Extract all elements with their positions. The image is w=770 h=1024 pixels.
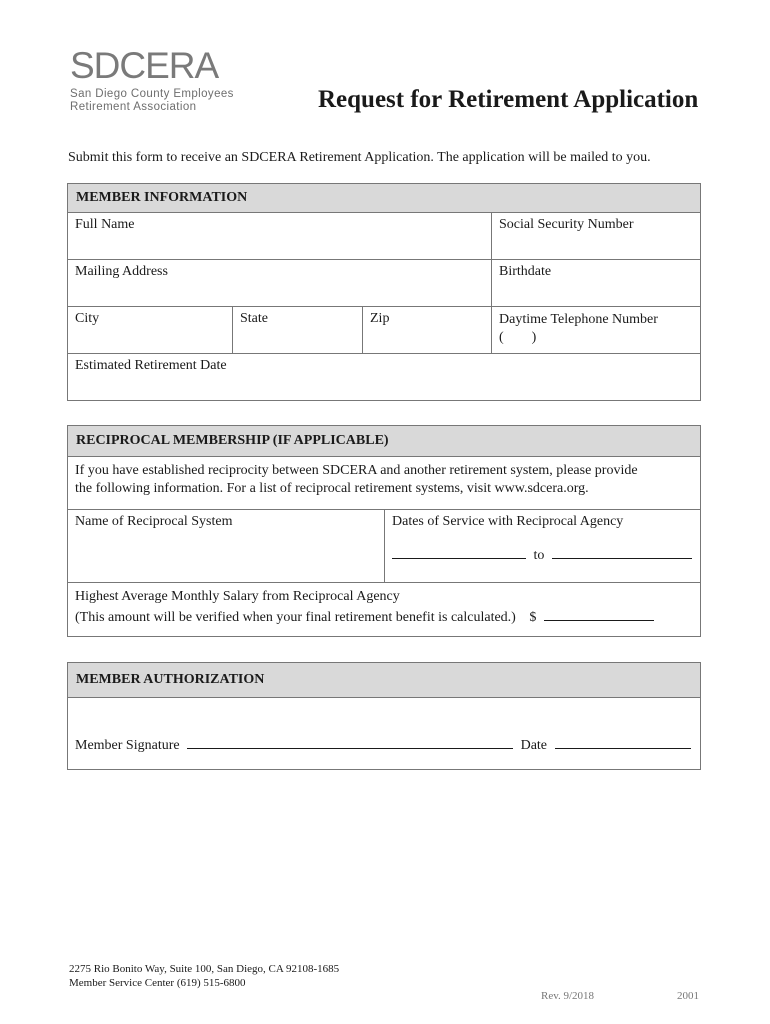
salary-amount-line[interactable] [544,606,654,621]
ssn-field[interactable] [492,213,700,259]
zip-label: Zip [370,311,390,326]
signature-row [68,698,700,754]
birthdate-label: Birthdate [499,264,552,279]
logo-line-2: Retirement Association [70,101,197,113]
highest-salary-line-2 [75,606,693,627]
full-name-label: Full Name [75,217,135,232]
row-city-state-zip-phone [68,307,700,354]
end-date-line[interactable] [552,544,692,559]
reciprocal-note-line-2: the following information. For a list of reciprocal retirement systems, visit www.sdcera.org. [75,481,589,496]
start-date-line[interactable] [392,544,526,559]
member-authorization-section [67,662,701,770]
reciprocal-system-field[interactable] [68,510,385,582]
mailing-address-label: Mailing Address [75,264,168,279]
logo-line-1: San Diego County Employees [70,88,234,100]
intro-text: Submit this form to receive an SDCERA Retirement Application. The application will be mailed to you. [68,150,651,165]
highest-salary-label: Highest Average Monthly Salary from Reciprocal Agency [75,589,400,604]
revision-date: Rev. 9/2018 [541,990,595,1002]
state-label: State [240,311,268,326]
reciprocal-note-line-1: If you have established reciprocity between SDCERA and another retirement system, please provide [75,463,638,478]
dollar-sign: $ [529,610,537,625]
page-title: Request for Retirement Application [318,86,699,113]
city-field[interactable] [68,307,233,353]
row-reciprocal-note [68,457,700,510]
phone-area-code: ( ) [499,330,537,345]
highest-salary-field[interactable] [68,583,700,636]
state-field[interactable] [233,307,363,353]
ssn-label: Social Security Number [499,217,634,232]
row-estimated-retirement [68,354,700,400]
footer-address: 2275 Rio Bonito Way, Suite 100, San Diego, CA 92108-1685 [69,963,340,975]
member-information-header: MEMBER INFORMATION [68,184,700,213]
signature-date-line[interactable] [555,734,691,749]
reciprocal-note [68,457,645,509]
zip-field[interactable] [363,307,492,353]
reciprocal-membership-header: RECIPROCAL MEMBERSHIP (IF APPLICABLE) [68,426,700,457]
member-information-section [67,183,701,401]
signature-line[interactable] [187,734,513,749]
reciprocal-membership-section [67,425,701,637]
row-address-birthdate [68,260,700,307]
mailing-address-field[interactable] [68,260,492,306]
member-authorization-header: MEMBER AUTHORIZATION [68,663,700,698]
sdcera-logo [70,47,234,114]
estimated-retirement-field[interactable] [68,354,700,400]
phone-label: Daytime Telephone Number [499,312,658,327]
estimated-retirement-label: Estimated Retirement Date [75,358,227,373]
date-label: Date [520,738,548,753]
footer-contact [69,962,339,990]
full-name-field[interactable] [68,213,492,259]
birthdate-field[interactable] [492,260,700,306]
salary-verification-note: (This amount will be verified when your final retirement benefit is calculated.) [75,610,516,625]
to-label: to [533,548,545,563]
form-number: 2001 [677,990,699,1002]
dates-of-service-range [392,544,693,564]
logo-subtitle [70,88,234,114]
city-label: City [75,311,100,326]
row-highest-salary [68,583,700,636]
row-name-ssn [68,213,700,260]
phone-field[interactable] [492,307,700,353]
logo-mark: SDCERA [70,45,219,86]
dates-of-service-label: Dates of Service with Reciprocal Agency [392,514,624,529]
member-signature-label: Member Signature [75,738,180,753]
dates-of-service-field[interactable] [385,510,700,582]
footer-service-center: Member Service Center (619) 515-6800 [69,977,246,989]
reciprocal-system-label: Name of Reciprocal System [75,514,233,529]
row-reciprocal-system [68,510,700,583]
